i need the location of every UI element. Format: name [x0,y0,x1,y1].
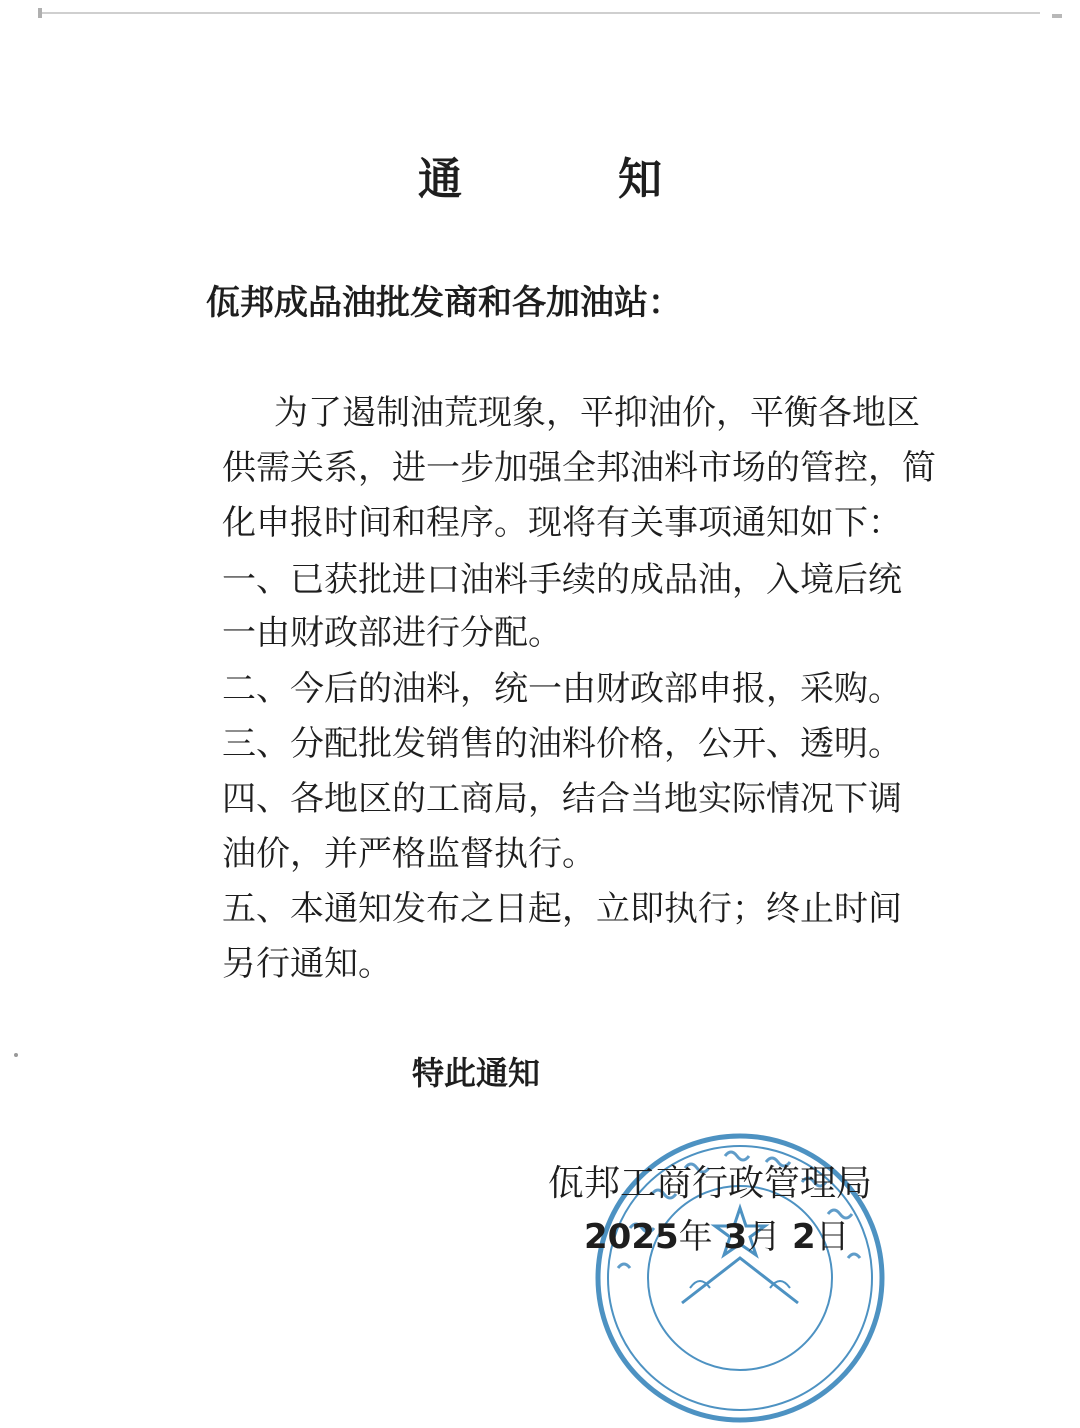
item-1-line-2: 一由财政部进行分配。 [222,613,562,653]
item-5-line-2: 另行通知。 [222,944,392,984]
date-day: 2 [791,1217,816,1257]
salutation: 佤邦成品油批发商和各加油站： [206,283,682,323]
body-line-3: 化申报时间和程序。现将有关事项通知如下： [222,503,902,543]
issue-date [584,1212,850,1262]
closing-text: 特此通知 [412,1054,541,1092]
scan-mark-top-right [1052,14,1062,18]
scan-speck [14,1053,18,1057]
date-year-unit: 年 [678,1217,713,1257]
item-4-line-2: 油价，并严格监督执行。 [222,834,596,874]
item-5-line-1: 五、本通知发布之日起，立即执行；终止时间 [222,889,902,929]
body-line-1: 为了遏制油荒现象，平抑油价，平衡各地区 [274,393,920,433]
scan-mark-top-left [38,8,42,18]
item-4-line-1: 四、各地区的工商局，结合当地实际情况下调 [222,779,902,819]
date-month: 3 [723,1217,748,1257]
scan-edge-top [40,12,1040,14]
document-title: 通 知 [418,154,718,205]
date-year: 2025 [584,1217,679,1257]
issuer-name: 佤邦工商行政管理局 [548,1163,873,1204]
date-month-unit: 月 [747,1217,782,1257]
body-line-2: 供需关系，进一步加强全邦油料市场的管控，简 [222,448,936,488]
item-1-line-1: 一、已获批进口油料手续的成品油，入境后统 [222,560,902,600]
item-2: 二、今后的油料，统一由财政部申报，采购。 [222,669,902,709]
date-day-unit: 日 [815,1217,850,1257]
item-3: 三、分配批发销售的油料价格，公开、透明。 [222,724,902,764]
